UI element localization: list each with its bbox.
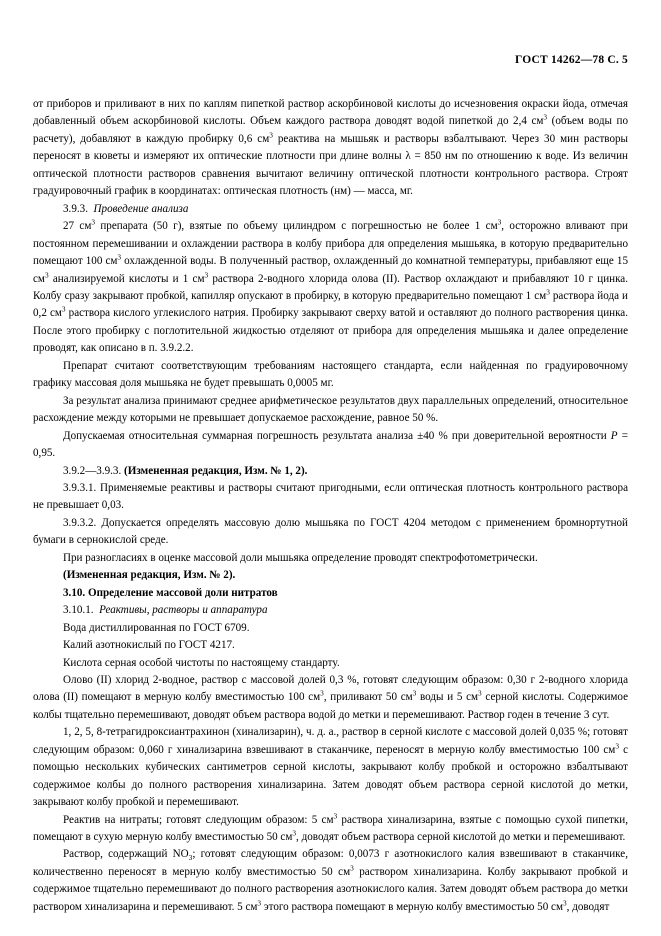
page-header: ГОСТ 14262—78 С. 5	[515, 54, 628, 66]
reagent-tin-chloride: Олово (II) хлорид 2-водное, раствор с массовой долей 0,3 %, готовят следующим образом: 0,30 г 2-водного хлорида олова (II) помещают в мерную колбу вместимостью 100 $см^3$, приливают 50 $см^3$ воды и 5 $см^3$ серной кислоты. Содержимое колбы тщательно перемешивают, доводят объем раствора водой до метки и перемешивают. Раствор годен в течение 3 сут.	[33, 673, 629, 721]
clause-3-9-3-2: 3.9.3.2. Допускается определять массовую долю мышьяка по ГОСТ 4204 методом с применением бромнортутной бумаги в сернокислой среде.	[33, 516, 628, 547]
reagent-no3-solution: Раствор, содержащий $NO_3$; готовят следующим образом: 0,0073 г азотнокислого калия взвешивают в стаканчике, количественно переносят в мерную колбу вместимостью 50 $см^3$ раствором хинализарина. Колбу закрывают пробкой и содержимое тщательно перемешивают до полного растворения азотнокислого калия. Затем доводят объем раствора до метки раствором хинализарина и перемешивают. 5 $см^3$ этого раствора помещают в мерную колбу вместимостью 50 $см^3$, доводят	[33, 848, 628, 913]
document-body	[33, 96, 628, 916]
reagent-potassium-nitrate: Калий азотнокислый по ГОСТ 4217.	[63, 639, 235, 652]
reagent-sulfuric-acid: Кислота серная особой чистоты по настоящему стандарту.	[63, 656, 340, 669]
paragraph-analysis-result: За результат анализа принимают среднее арифметическое результатов двух параллельных определений, относительное расхождение между которыми не превышает допускаемое расхождение, равное 50 %.	[33, 394, 628, 425]
paragraph-continuation: от приборов и приливают в них по каплям пипеткой раствор аскорбиновой кислоты до исчезновения окраски йода, отмечая добавленный объем аскорбиновой кислоты. Объем каждого раствора доводят водой пипеткой до 2,4 $см^3$ (объем воды по расчету), добавляют в каждую пробирку 0,6 $см^3$ реактива на мышьяк и растворы взбалтывают. Через 30 мин растворы переносят в кюветы и измеряют их оптические плотности при длине волны λ = 850 нм по отношению к воде. Из величин оптической плотности растворов сравнения вычитают величину оптической плотности контрольного раствора. Строят градуировочный график в координатах: оптическая плотность (нм) — масса, мг.	[33, 98, 628, 198]
clause-3-9-3-1: 3.9.3.1. Применяемые реактивы и растворы считают пригодными, если оптическая плотность контрольного раствора не превышает 0,03.	[33, 481, 628, 512]
paragraph-preparation-compliance: Препарат считают соответствующим требованиям настоящего стандарта, если найденная по градуировочному графику массовая доля мышьяка не будет превышать 0,0005 мг.	[33, 359, 628, 390]
paragraph-allowed-error: Допускаемая относительная суммарная погрешность результата анализа ±40 % при доверительной вероятности P = 0,95.	[33, 429, 629, 460]
paragraph-disagreement: При разногласиях в оценке массовой доли мышьяка определение проводят спектрофотометрически.	[63, 551, 538, 564]
reagent-quinalizarin: 1, 2, 5, 8-тетрагидроксиантрахинон (хинализарин), ч. д. а., раствор в серной кислоте с массовой долей 0,035 %; готовят следующим образом: 0,060 г хинализарина взвешивают в стаканчике, переносят в мерную колбу вместимостью 100 $см^3$ с помощью нескольких кубических сантиметров серной кислоты, закрывают колбу пробкой и осторожно взбалтывают содержимое колбы до полного растворения хинализарина. Затем доводят объем раствора серной кислотой до метки, закрывают колбу пробкой и перемешивают.	[33, 726, 628, 809]
paragraph-procedure: 27 $см^3$ препарата (50 г), взятые по объему цилиндром с погрешностью не более 1 $см^3$, осторожно вливают при постоянном перемешивании и охлаждении раствора в колбу прибора для определения мышьяка, в которую предварительно помещают 100 $см^3$ охлажденной воды. В полученный раствор, охлажденный до комнатной температуры, прибавляют еще 15 $см^3$ анализируемой кислоты и 1 $см^3$ раствора 2-водного хлорида олова (II). Раствор охлаждают и прибавляют 10 г цинка. Колбу сразу закрывают пробкой, капилляр опускают в пробирку, в которую предварительно помещают 1 $см^3$ раствора йода и 0,2 $см^3$ раствора кислого углекислого натрия. Пробирку закрывают сверху ватой и оставляют до полного растворения цинка. После этого пробирку с поглотительной жидкостью отделяют от прибора для определения мышьяка и далее определение проводят, как описано в п. 3.9.2.2.	[33, 217, 629, 355]
clause-3-10-1-heading: 3.10.1. Реактивы, растворы и аппаратура	[63, 604, 268, 617]
clause-revision-2: (Измененная редакция, Изм. № 2).	[63, 569, 236, 582]
reagent-nitrate-reagent: Реактив на нитраты; готовят следующим образом: 5 $см^3$ раствора хинализарина, взятые с помощью сухой пипетки, помещают в сухую мерную колбу вместимостью 50 $см^3$, доводят объем раствора серной кислотой до метки и перемешивают.	[33, 810, 628, 844]
clause-revision-1-2: 3.9.2—3.9.3. (Измененная редакция, Изм. № 1, 2).	[63, 464, 308, 477]
clause-3-9-3-heading: 3.9.3. Проведение анализа	[63, 202, 189, 215]
reagent-water: Вода дистиллированная по ГОСТ 6709.	[63, 621, 250, 634]
clause-3-10-heading: 3.10. Определение массовой доли нитратов	[63, 586, 278, 599]
